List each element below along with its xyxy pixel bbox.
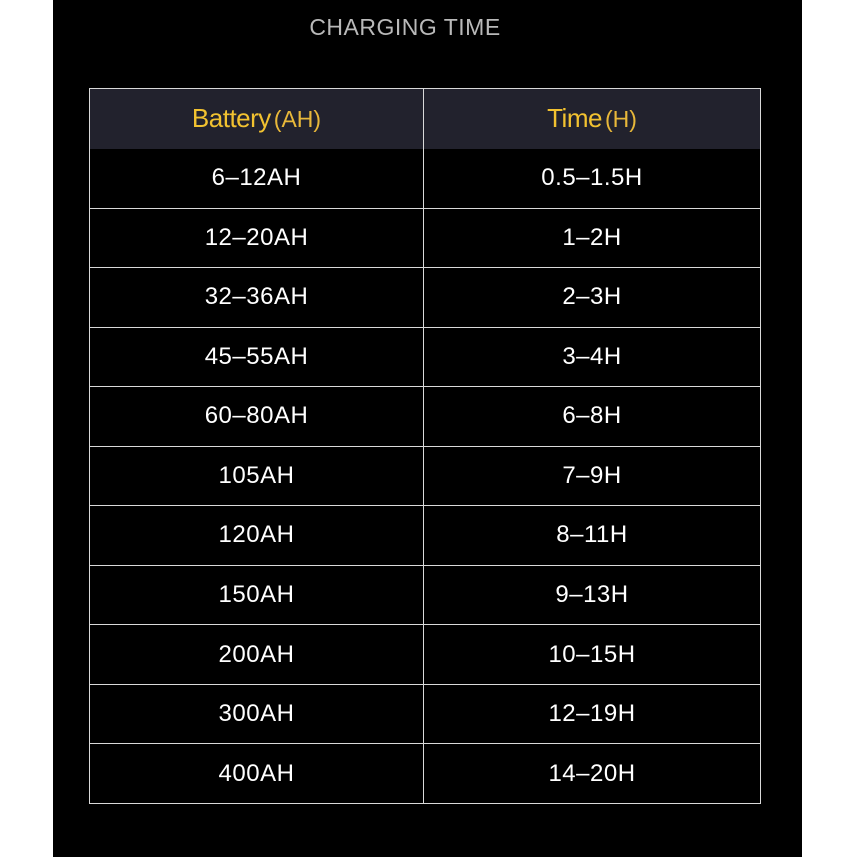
header-battery-unit: (AH) [273,106,322,133]
table-row [90,506,761,566]
time-cell: 6–8H [424,387,761,447]
table-row [90,565,761,625]
time-cell: 1–2H [424,208,761,268]
header-battery-label: Battery [191,103,271,134]
time-cell: 9–13H [424,565,761,625]
time-cell: 10–15H [424,625,761,685]
time-cell: 12–19H [424,684,761,744]
time-cell: 8–11H [424,506,761,566]
page-title: CHARGING TIME [309,14,501,40]
time-cell: 2–3H [424,268,761,328]
table-row [90,446,761,506]
battery-cell: 120AH [90,506,424,566]
charging-time-table [89,88,761,804]
table-row [90,268,761,328]
table-row [90,387,761,447]
table-row [90,684,761,744]
table-row [90,625,761,685]
time-cell: 3–4H [424,327,761,387]
battery-cell: 12–20AH [90,208,424,268]
battery-cell: 105AH [90,446,424,506]
header-battery [90,89,424,149]
battery-cell: 6–12AH [90,149,424,209]
table-header-row [90,89,761,149]
battery-cell: 60–80AH [90,387,424,447]
header-time-label: Time [547,103,602,134]
battery-cell: 400AH [90,744,424,804]
battery-cell: 200AH [90,625,424,685]
table-row [90,149,761,209]
battery-cell: 45–55AH [90,327,424,387]
time-cell: 14–20H [424,744,761,804]
battery-cell: 300AH [90,684,424,744]
table-row [90,744,761,804]
battery-cell: 150AH [90,565,424,625]
header-time [424,89,761,149]
battery-cell: 32–36AH [90,268,424,328]
header-time-unit: (H) [604,106,637,133]
time-cell: 0.5–1.5H [424,149,761,209]
time-cell: 7–9H [424,446,761,506]
table-row [90,208,761,268]
table-row [90,327,761,387]
